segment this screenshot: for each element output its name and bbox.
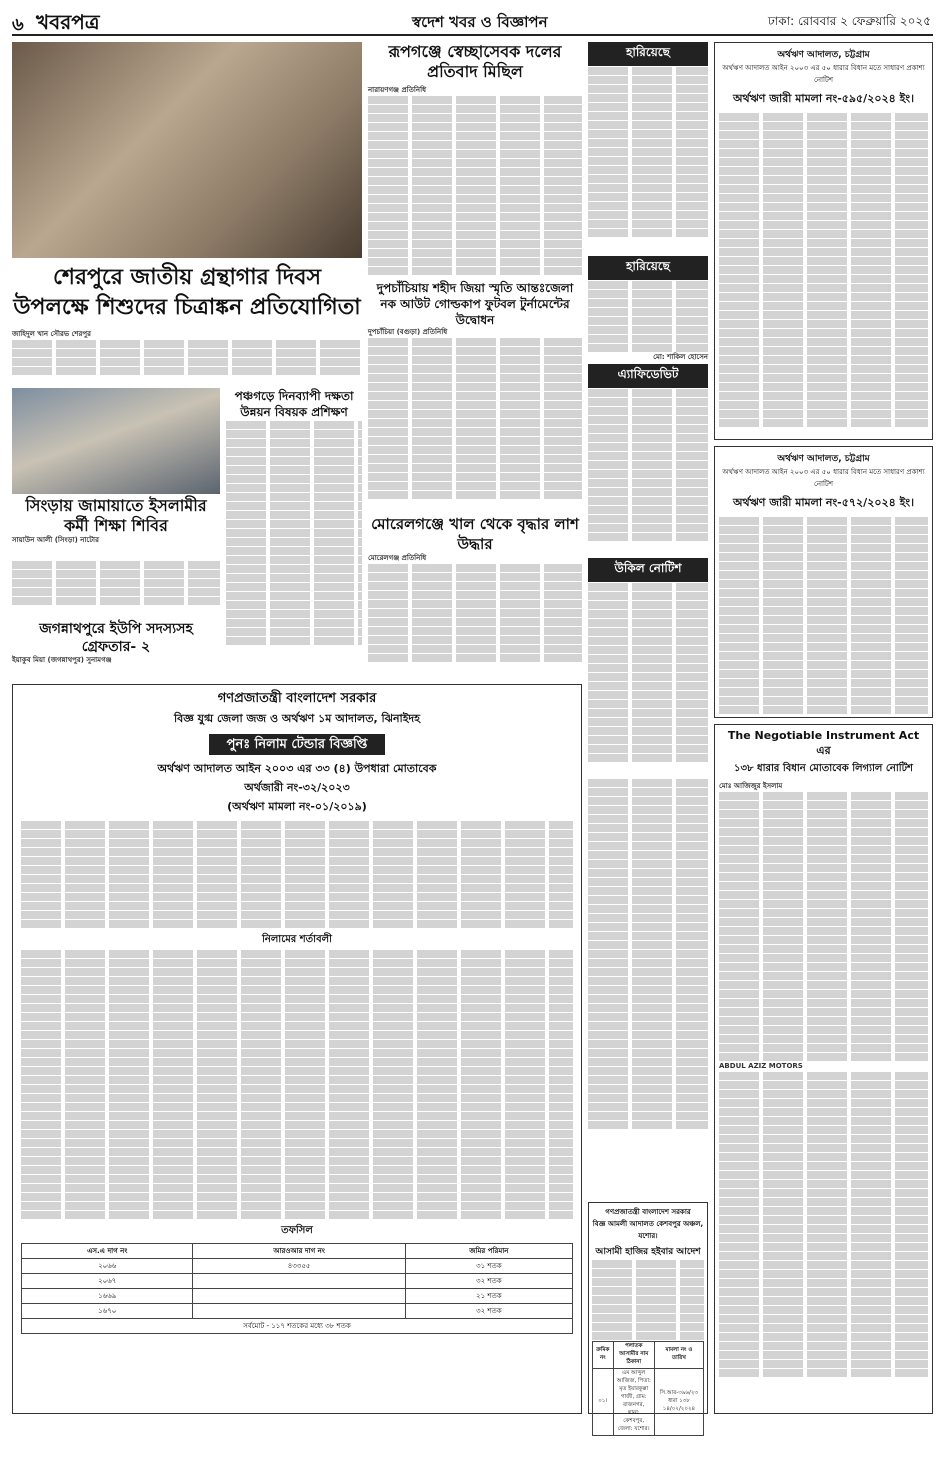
dupchanchia-byline: দুপচাঁচিয়া (বগুড়া) প্রতিনিধি — [368, 328, 448, 336]
affidavit-notice — [588, 364, 708, 554]
table-header: আরওআর দাগ নং — [193, 1244, 405, 1259]
lawyer-notice — [588, 558, 708, 774]
rupganj-body — [368, 96, 582, 275]
debt-court-notice-2 — [714, 446, 933, 718]
section-title: স্বদেশ খবর ও বিজ্ঞাপন — [412, 13, 548, 31]
auction-schedule-table — [21, 1243, 573, 1334]
rupganj-headline: রূপগঞ্জে স্বেচ্ছাসেবক দলের প্রতিবাদ মিছিল — [388, 42, 562, 81]
case-2: অর্থঋণ জারী মামলা নং-৫৭২/২০২৪ ইং। — [732, 496, 915, 509]
lawyer-notice-body — [588, 778, 708, 1198]
morelganj-headline: মোরেলগঞ্জে খাল থেকে বৃদ্ধার লাশ উদ্ধার — [371, 515, 579, 553]
jagannathpur-headline: জগন্নাথপুরে ইউপি সদস্যসহ গ্রেফতার- ২ — [39, 621, 193, 655]
panchagarh-headline: পঞ্চগড়ে দিনব্যাপী দক্ষতা উন্নয়ন বিষয়ক প্রশিক্ষণ — [234, 389, 354, 419]
siraj-body — [12, 560, 220, 620]
table-row: ১৬৭০ ৩২ শতক — [22, 1304, 573, 1319]
law-1: অর্থঋণ আদালত আইন ২০০৩ এর ৫০ ধারার বিধান মতে সাধারণ প্রকাশ্য নোটিশ — [722, 64, 925, 84]
lost-notice-1 — [588, 42, 708, 252]
case-1: অর্থঋণ জারী মামলা নং-৫৯৫/২০২৪ ইং। — [732, 92, 915, 105]
debt-court-notice-1 — [714, 42, 933, 440]
legal-notice-nia — [714, 724, 933, 1414]
table-total: সর্বমোট - ১১৭ শতকের মধ্যে ৩৮ শতক — [22, 1319, 573, 1334]
panchagarh-story — [226, 388, 362, 678]
auction-notice-tag: পুনঃ নিলাম টেন্ডার বিজ্ঞপ্তি — [209, 734, 386, 755]
auction-court: বিজ্ঞ যুগ্ম জেলা জজ ও অর্থঋণ ১ম আদালত, ঝিনাইদহ — [174, 712, 420, 725]
sherpur-headline-block — [12, 262, 362, 328]
newspaper-logo: খবরপত্র — [36, 10, 100, 34]
jagannathpur-byline: ইয়াকুব মিয়া (জগন্নাথপুর) সুনামগঞ্জ — [12, 656, 112, 664]
page-header — [12, 8, 933, 36]
lost-tag-2: হারিয়েছে — [588, 256, 708, 280]
lost-notice-2 — [588, 256, 708, 360]
affidavit-tag: এ্যাফিডেভিট — [588, 364, 708, 388]
law-2: অর্থঋণ আদালত আইন ২০০৩ এর ৫০ ধারার বিধান মতে সাধারণ প্রকাশ্য নোটিশ — [722, 468, 925, 488]
jamaat-meeting-photo — [12, 388, 220, 494]
auction-subcase: (অর্থঋণ মামলা নং-০১/২০১৯) — [227, 800, 367, 813]
siraj-byline: সায়াউন আলী (সিংড়া) নাটোর — [12, 536, 99, 544]
dupchanchia-story — [368, 280, 582, 510]
lost-tag-1: হারিয়েছে — [588, 42, 708, 66]
auction-conditions-title: নিলামের শর্তাবলী — [262, 934, 332, 945]
sherpur-headline: শেরপুরে জাতীয় গ্রন্থাগার দিবস উপলক্ষে শিশুদের চিত্রাঙ্কন প্রতিযোগিতা — [13, 264, 361, 320]
arrest-court: বিজ্ঞ আমলী আদালত কেশবপুর অঞ্চল, যশোর। — [592, 1220, 704, 1240]
issue-date: ঢাকা: রোববার ২ ফেব্রুয়ারি ২০২৫ — [767, 14, 931, 28]
dupchanchia-headline: দুপচাঁচিয়ায় শহীদ জিয়া স্মৃতি আন্তঃজেলা নক আউট গোল্ডকাপ ফুটবল টুর্নামেন্টের উদ্বোধন — [376, 281, 574, 327]
siraj-headline: সিংড়ায় জামায়াতে ইসলামীর কর্মী শিক্ষা শিবির — [25, 496, 207, 535]
sherpur-byline: জাহিদুল খান সৌরভ শেরপুর — [12, 330, 91, 338]
table-row: ০১। এম আব্দুল আজিজ, পিতা: মৃত ইয়ারকুল্লা গাজী, গ্রাম: রাজনগর, থানা: কেশবপুর, জেলা: যশোর। সি.আর-৩৯৬/২৩ ধারা ১৩৮ ১৪/০২/২০২৪ — [593, 1369, 704, 1436]
arrest-gov: গণপ্রজাতন্ত্রী বাংলাদেশ সরকার — [605, 1208, 691, 1216]
table-header: জমির পরিমান — [405, 1244, 572, 1259]
nia-company: ABDUL AZIZ MOTORS — [719, 1062, 803, 1070]
arrest-order — [588, 1202, 708, 1432]
court-2: অর্থঋণ আদালত, চট্টগ্রাম — [777, 454, 870, 464]
rupganj-byline: নারায়ণগঞ্জ প্রতিনিধি — [368, 86, 427, 94]
table-row: ২০৬৬ ৪৩৩৫৫ ৩১ শতক — [22, 1259, 573, 1274]
auction-law: অর্থঋণ আদালত আইন ২০০৩ এর ৩৩ (৪) উপধারা মোতাবেক — [157, 762, 437, 775]
page-number: ৬ — [12, 14, 24, 35]
nia-subtitle: ১৩৮ ধারার বিধান মোতাবেক লিগ্যাল নোটিশ — [734, 763, 913, 774]
jagannathpur-story — [12, 620, 220, 680]
morelganj-byline: মোরেলগঞ্জ প্রতিনিধি — [368, 554, 427, 562]
auction-case: অর্থজারী নং-৩২/২০২৩ — [244, 781, 350, 794]
sherpur-story — [12, 330, 362, 382]
table-row: ২০৬৭ ৩২ শতক — [22, 1274, 573, 1289]
arrest-title: আসামী হাজির হইবার আদেশ — [595, 1247, 701, 1257]
auction-schedule-title: তফসিল — [281, 1225, 313, 1236]
table-row: ১৬৬৯ ২১ শতক — [22, 1289, 573, 1304]
nia-name: মোঃ আজিজুর ইসলাম — [719, 782, 783, 790]
lost-notice-2-name: মো: শাকিল হোসেন — [653, 353, 708, 361]
auction-notice — [12, 684, 582, 1414]
arrest-table: ক্রমিক নং পলাতক আসামীর নাম ঠিকানা মামলা নং ও তারিখ ০১। এম আব্দুল আজিজ, পিতা: মৃত ইয়ারকুল্লা গাজী, গ্রাম: রাজনগর, থানা: কেশবপুর, জেলা: যশোর। সি.আর-৩৯৬/২৩ ধারা ১৩৮ ১৪/০২/২০২৪ — [592, 1341, 704, 1436]
siraj-story — [12, 496, 220, 558]
morelganj-story — [368, 514, 582, 674]
nia-title: The Negotiable Instrument Act এর — [727, 729, 920, 757]
table-header: এস.এ দাগ নং — [22, 1244, 193, 1259]
rupganj-story — [368, 42, 582, 274]
court-1: অর্থঋণ আদালত, চট্টগ্রাম — [777, 50, 870, 60]
drawing-competition-photo — [12, 42, 362, 258]
auction-gov: গণপ্রজাতন্ত্রী বাংলাদেশ সরকার — [217, 691, 377, 706]
lawyer-tag: উকিল নোটিশ — [588, 558, 708, 582]
